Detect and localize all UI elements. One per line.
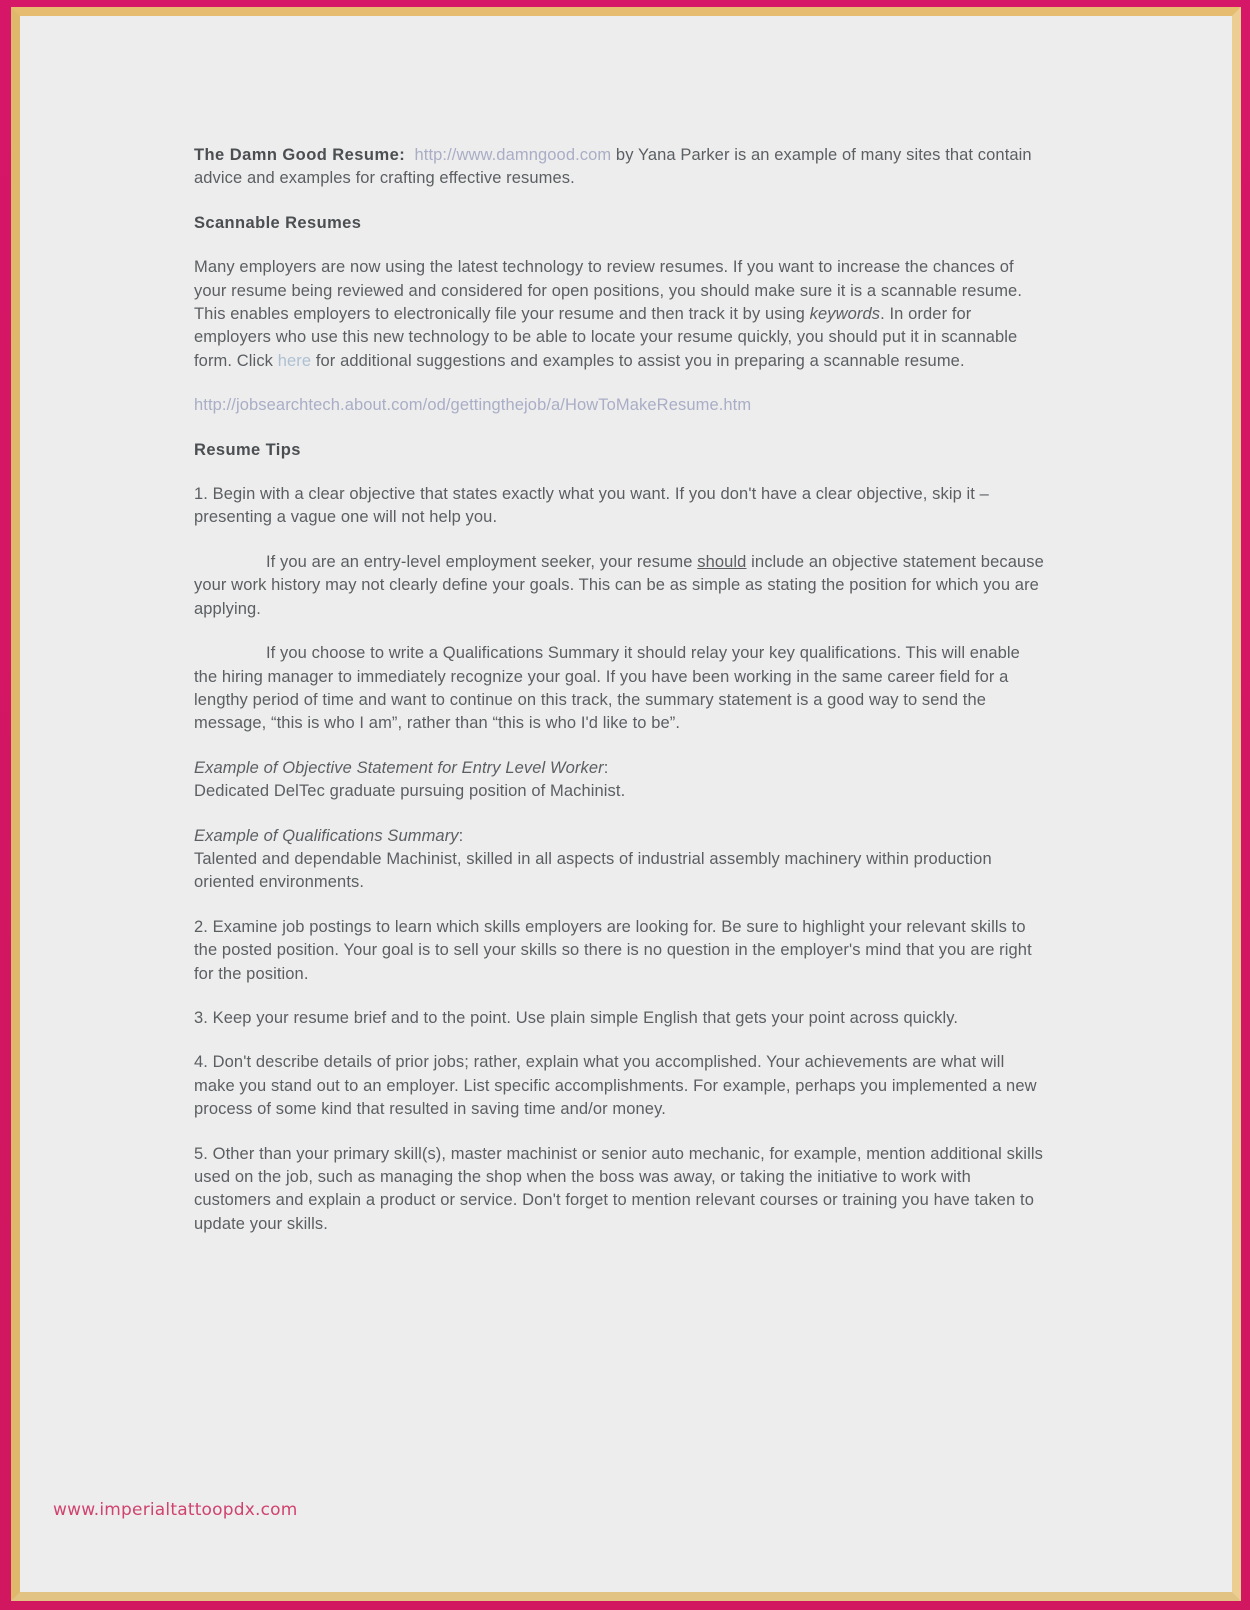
gold-inner-border	[11, 7, 1241, 1601]
example-qualifications-italic-label: Example of Qualifications Summary	[194, 826, 459, 845]
scannable-before-text: Many employers are now using the latest technology to review resumes. If you want to increase the chances of your resume being reviewed and considered for open positions, you should make sure it is a scannable resume. This enables employers to electronically file your resume and then track it by using	[194, 258, 1023, 324]
paragraph-scannable-body	[194, 256, 1044, 373]
scannable-middle-text: . In order for employers who use this new technology to be able to locate your resume quickly, you should put it in scannable form. Click	[194, 305, 1018, 370]
paragraph-damn-good-resume	[194, 144, 1044, 191]
example-objective-label	[194, 757, 1044, 780]
paragraph-tip-1: 1. Begin with a clear objective that states exactly what you want. If you don't have a clear objective, skip it – presenting a vague one will not help you.	[194, 485, 989, 527]
heading-resume-tips: Resume Tips	[194, 440, 301, 459]
scannable-after-text: for additional suggestions and examples to assist you in preparing a scannable resume.	[311, 351, 965, 370]
tip-1-sub-a-after: include an objective statement because your work history may not clearly define your goals. This can be as simple as stating the position for which you are applying.	[194, 552, 1044, 618]
document-page	[20, 16, 1232, 1592]
example-objective-colon: :	[603, 758, 609, 777]
tip-1-sub-a-before: If you are an entry-level employment seeker, your resume	[266, 552, 698, 571]
here-link[interactable]: here	[277, 351, 312, 370]
damn-good-resume-rest: by Yana Parker is an example of many sites that contain advice and examples for crafting effective resumes.	[194, 146, 1032, 188]
should-underline: should	[697, 552, 747, 571]
example-qualifications-colon: :	[458, 826, 464, 845]
example-qualifications-label	[194, 825, 1044, 848]
paragraph-tip-4: 4. Don't describe details of prior jobs; rather, explain what you accomplished. Your achievements are what will make you stand out to an employer. List specific accomplishments. For example, perhaps you implemented a new process of some kind that resulted in saving time and/or money.	[194, 1053, 1037, 1119]
heading-scannable-resumes: Scannable Resumes	[194, 213, 362, 232]
watermark-url: www.imperialtattoopdx.com	[53, 1500, 298, 1520]
paragraph-tip-5: 5. Other than your primary skill(s), master machinist or senior auto mechanic, for example, mention additional skills used on the job, such as managing the shop when the boss was away, or taking the initiative to work with customers and explain a product or service. Don't forget to mention relevant courses or training you have taken to update your skills.	[194, 1144, 1043, 1233]
damn-good-resume-label: The Damn Good Resume:	[194, 146, 406, 164]
document-body	[194, 144, 1044, 1257]
jobsearchtech-url-link[interactable]: http://jobsearchtech.about.com/od/gettingthejob/a/HowToMakeResume.htm	[194, 396, 752, 415]
paragraph-tip-3: 3. Keep your resume brief and to the point. Use plain simple English that gets your point across quickly.	[194, 1008, 959, 1027]
example-qualifications-body: Talented and dependable Machinist, skilled in all aspects of industrial assembly machinery within production oriented environments.	[194, 849, 992, 892]
keywords-italic: keywords	[809, 305, 881, 324]
damngood-link[interactable]: http://www.damngood.com	[414, 146, 612, 164]
paragraph-tip-1-sub-b: If you choose to write a Qualifications Summary it should relay your key qualifications. This will enable the hiring manager to immediately recognize your goal. If you have been working in the same career field for a lengthy period of time and want to continue on this track, the summary statement is a good way to send the message, “this is who I am”, rather than “this is who I'd like to be”.	[194, 644, 1020, 733]
example-objective-italic-label: Example of Objective Statement for Entry Level Worker	[194, 758, 604, 777]
paragraph-tip-1-sub-a	[194, 551, 1044, 621]
paragraph-tip-2: 2. Examine job postings to learn which skills employers are looking for. Be sure to highlight your relevant skills to the posted position. Your goal is to sell your skills so there is no question in the employer's mind that you are right for the position.	[194, 917, 1032, 983]
example-objective-body: Dedicated DelTec graduate pursuing position of Machinist.	[194, 782, 626, 801]
